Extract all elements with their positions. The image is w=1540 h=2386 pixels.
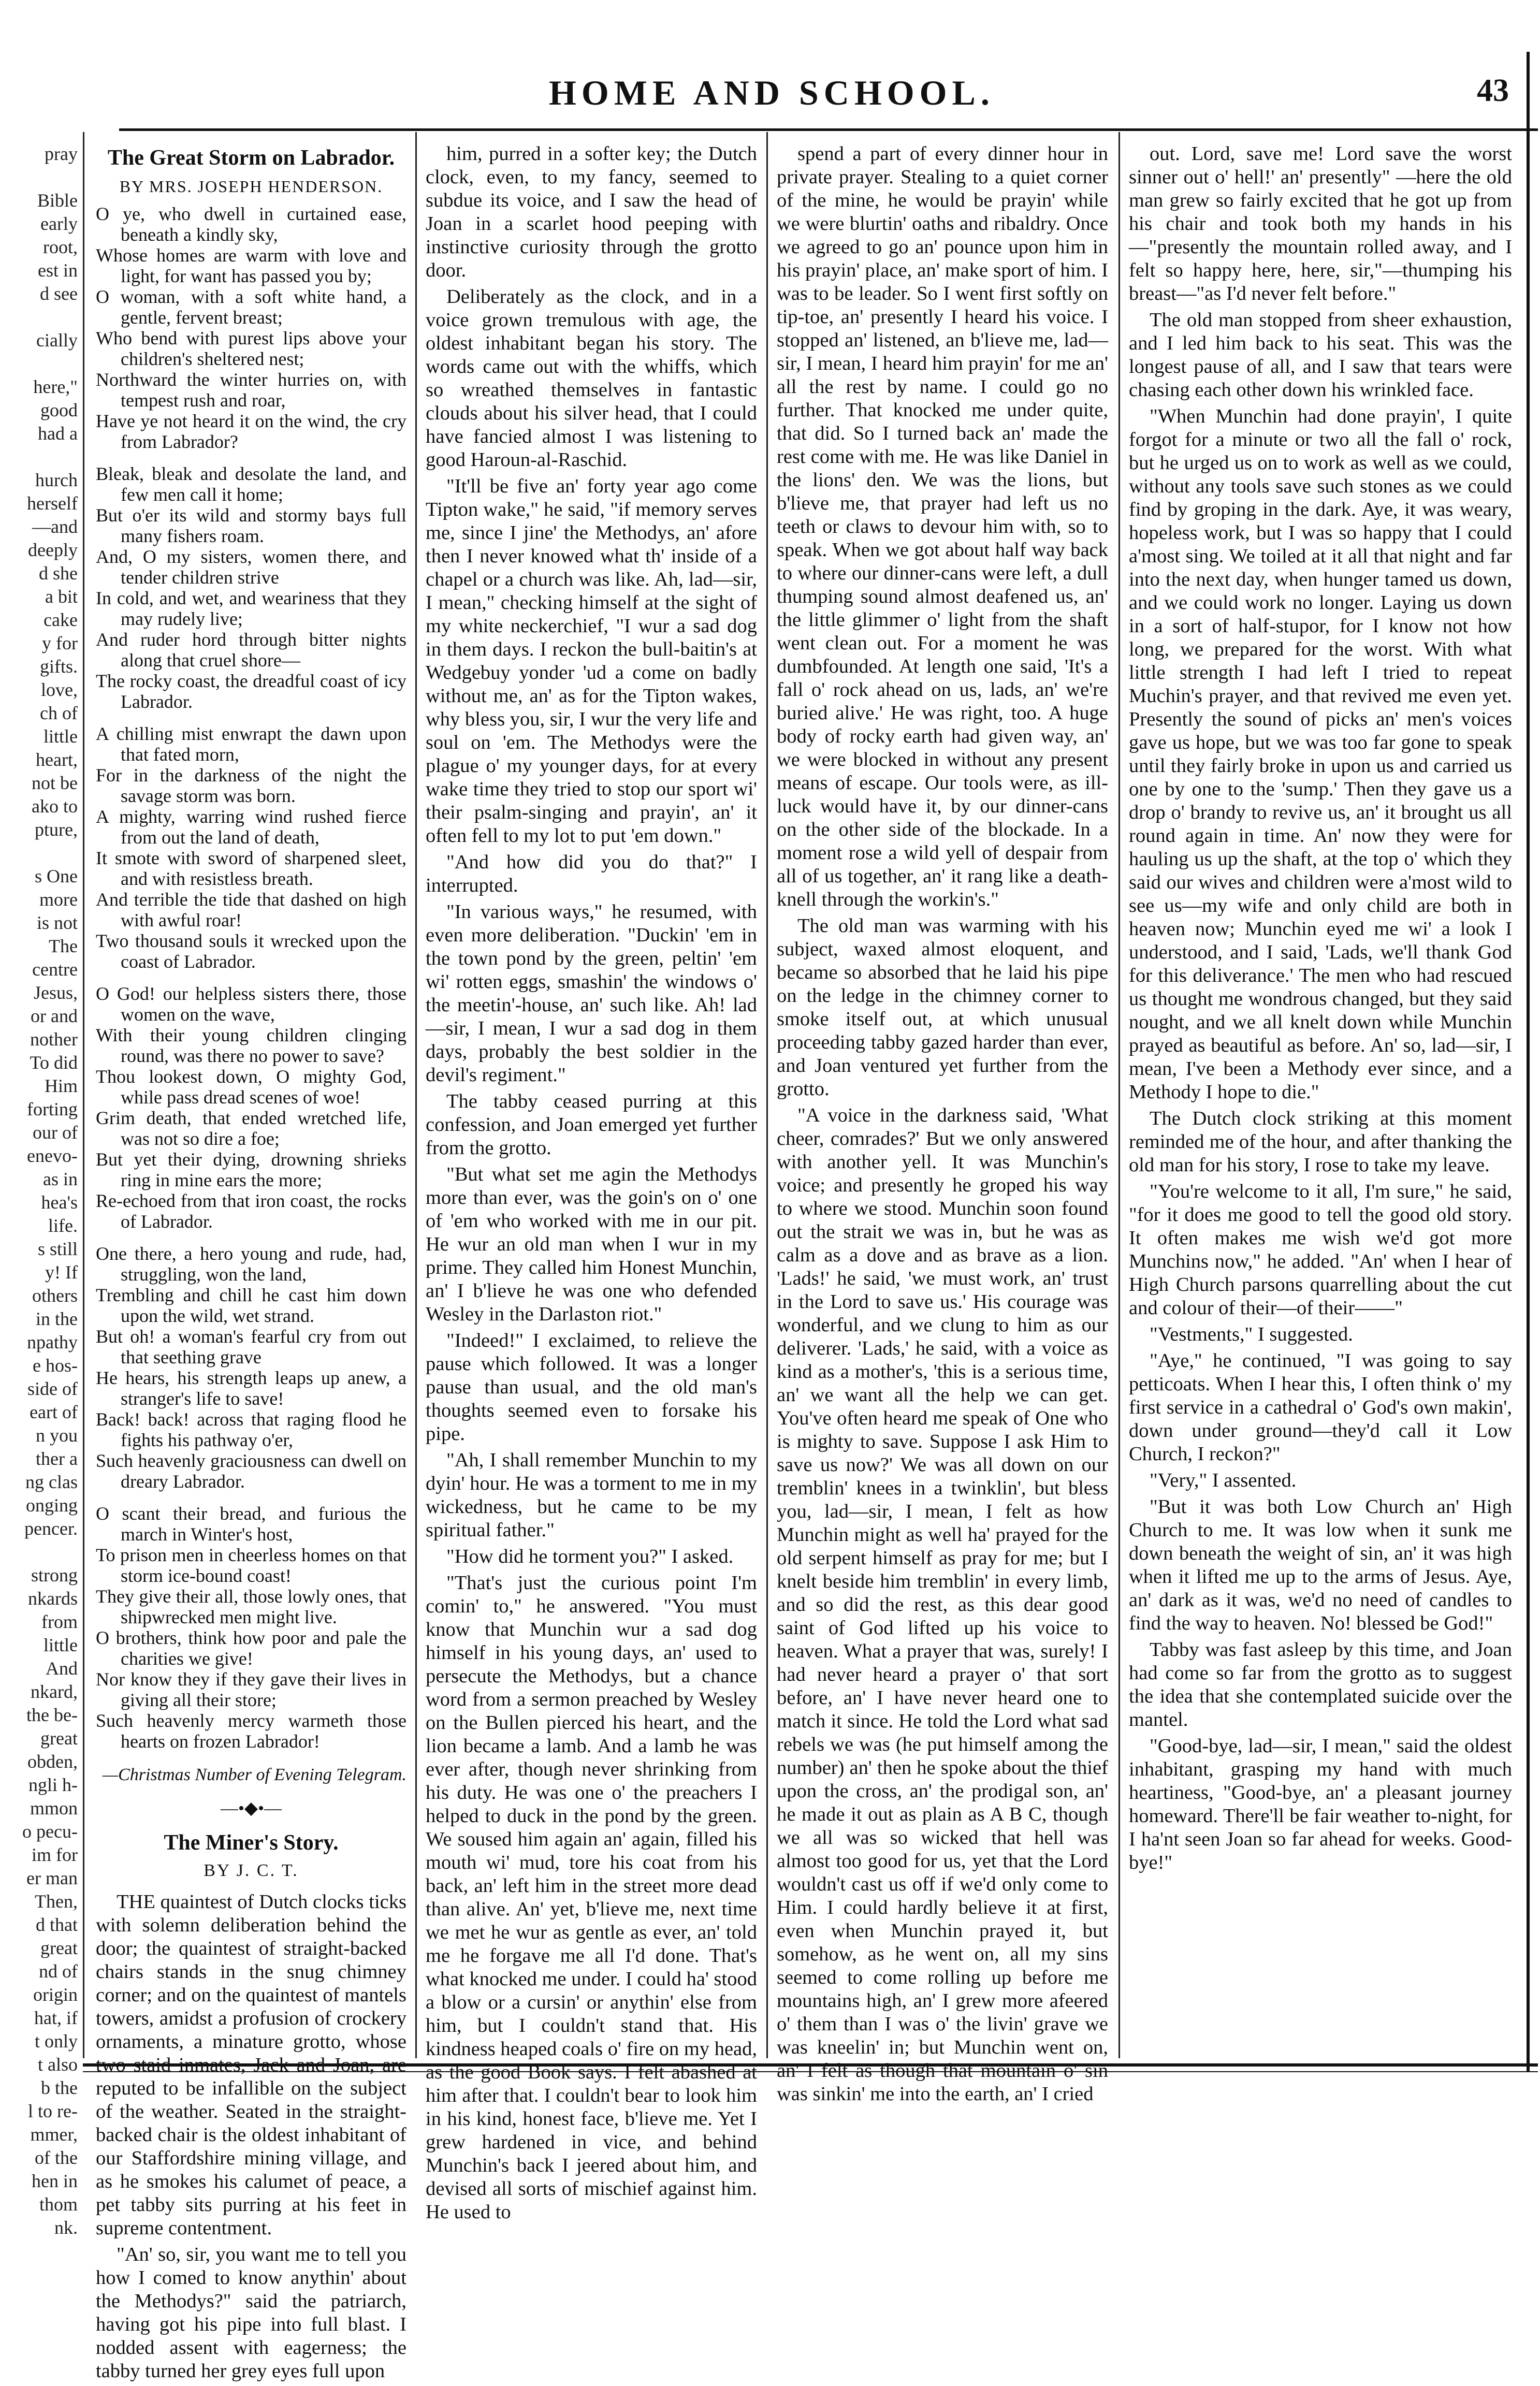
- fragment-line: im for: [32, 1844, 78, 1865]
- fragment-line: ng clas: [25, 1472, 78, 1492]
- poem-line: Northward the winter hurries on, with tempest rush and roar,: [96, 369, 406, 411]
- story-paragraph: "Very," I assented.: [1150, 1470, 1297, 1491]
- fragment-line: e hos-: [33, 1355, 78, 1376]
- fragment-line: hen in: [32, 2171, 78, 2191]
- fragment-line: onging: [25, 1495, 78, 1516]
- fragment-line: others: [32, 1285, 78, 1306]
- fragment-line: Bible: [37, 190, 78, 211]
- fragment-line: love,: [41, 679, 78, 700]
- story-paragraph: "How did he torment you?" I asked.: [446, 1546, 734, 1567]
- fragment-line: y for: [42, 633, 78, 653]
- poem-line: Two thousand souls it wrecked upon the coast of Labrador.: [96, 930, 406, 972]
- fragment-line: er man: [26, 1868, 78, 1888]
- story-byline: BY J. C. T.: [204, 1861, 299, 1880]
- fragment-line: little: [43, 726, 78, 747]
- poem-line: And ruder hord through bitter nights along that cruel shore—: [96, 629, 406, 671]
- page-title: HOME AND SCHOOL.: [549, 73, 995, 112]
- poem-line: But yet their dying, drowning shrieks ring in mine ears the more;: [96, 1149, 406, 1190]
- story-paragraph: "That's just the curious point I'm comin' to," he answered. "You must know that Munchin wur a sad dog himself in his young days, an' used to persecute the Methodys, but a chance word from a sermon preached by Wesley on the Bullen pierced his heart, and the lion became a lamb. And a lamb he was ever after, though never shrinking from his duty. He was one o' the preachers I helped to duck in the pond by the green. We soused him again an' again, filled his mouth wi' mud, tore his coat from his back, an' left him in the street more dead than alive. An' yet, b'lieve me, next time we met he wur as gentle as ever, an' told me he forgave me all I'd done. That's what knocked me under. I could ha' stood a blow or a cursin' or anythin' else from him, but I couldn't stand that. His kindness heaped coals o' fire on my head, as the good Book says. I felt abashed at him after that. I couldn't bear to look him in his kind, honest face, b'lieve me. Yet I grew hardened in vice, and behind Munchin's back I jeered about him, and devised all sorts of mischief against him. He used to: [426, 1572, 757, 2223]
- fragment-line: hurch: [35, 470, 78, 490]
- poem-line: Have ye not heard it on the wind, the cry from Labrador?: [96, 411, 406, 452]
- poem-line: And terrible the tide that dashed on high with awful roar!: [96, 889, 406, 930]
- story-paragraph: "Ah, I shall remember Munchin to my dyin' hour. He was a torment to me in my wickedness, but he came to be my spiritual father.": [426, 1449, 757, 1541]
- fragment-line: d see: [40, 283, 78, 304]
- poem-line: One there, a hero young and rude, had, struggling, won the land,: [96, 1243, 406, 1285]
- story-paragraph: THE quaintest of Dutch clocks ticks with solemn deliberation behind the door; the quaintest of straight-backed chairs stands in the snug chimney corner; and on the quaintest of mantels towers, amidst a profusion of crockery ornaments, a minature grotto, whose two staid inmates, Jack and Joan, are reputed to be infallible on the subject of the weather. Seated in the straight-backed chair is the oldest inhabitant of our Staffordshire mining village, and as he smokes his calumet of peace, a pet tabby sits purring at his feet in supreme contentment.: [96, 1891, 406, 2239]
- fragment-line: o pecu-: [22, 1821, 78, 1842]
- poem-stanza: [96, 723, 406, 972]
- poem-line: O brothers, think how poor and pale the charities we give!: [96, 1627, 406, 1669]
- fragment-line: —and: [32, 516, 78, 537]
- poem-line: To prison men in cheerless homes on that storm ice-bound coast!: [96, 1545, 406, 1586]
- poem-line: In cold, and wet, and weariness that they may rudely live;: [96, 588, 406, 629]
- fragment-line: ako to: [32, 796, 78, 817]
- fragment-line: nother: [30, 1029, 78, 1050]
- fragment-line: pray: [45, 143, 78, 164]
- column-4: [1129, 142, 1512, 1878]
- fragment-line: n you: [36, 1425, 78, 1446]
- fragment-line: thom: [39, 2194, 78, 2215]
- fragment-line: heart,: [36, 749, 78, 770]
- column-rule: [766, 132, 768, 2058]
- fragment-line: [0, 841, 78, 865]
- fragment-line: The: [49, 936, 78, 956]
- fragment-line: [0, 1540, 78, 1564]
- story-paragraph: "But it was both Low Church an' High Church to me. It was low when it sunk me down beneath the weight of sin, an' it was high when it lifted me up to the arms of Jesus. Aye, an' dark as it was, we'd no need of candles to find the way to heaven. No! blessed be God!": [1129, 1496, 1512, 1634]
- story-paragraph: "You're welcome to it all, I'm sure," he said, "for it does me good to tell the good old story. It often makes me wish we'd got more Munchins now," he added. "An' when I hear of High Church parsons quarrelling about the cut and colour of their—of their——": [1129, 1181, 1512, 1319]
- story-paragraph: "And how did you do that?" I interrupted.: [426, 851, 757, 896]
- header-rule: [119, 128, 1538, 131]
- column-2: [426, 142, 757, 2227]
- fragment-line: npathy: [27, 1332, 78, 1352]
- page-number: 43: [1477, 73, 1509, 108]
- fragment-line: our of: [33, 1122, 78, 1143]
- poem-line: Nor know they if they gave their lives in giving all their store;: [96, 1669, 406, 1710]
- fragment-line: gifts.: [39, 656, 78, 677]
- fragment-line: deeply: [28, 540, 78, 560]
- poem-line: For in the darkness of the night the savage storm was born.: [96, 765, 406, 806]
- story-column-1: [96, 1890, 406, 2383]
- poem-credit: —Christmas Number of Evening Telegram.: [102, 1765, 406, 1784]
- poem-byline: BY MRS. JOSEPH HENDERSON.: [119, 177, 383, 196]
- fragment-line: eart of: [30, 1402, 78, 1422]
- fragment-line: obden,: [27, 1751, 78, 1772]
- fragment-line: [0, 166, 78, 189]
- fragment-line: from: [41, 1611, 78, 1632]
- fragment-line: d she: [39, 563, 78, 584]
- fragment-line: nkards: [28, 1588, 78, 1609]
- fragment-line: of the: [35, 2147, 78, 2168]
- right-border: [1527, 52, 1530, 2071]
- poem-stanza: [96, 1503, 406, 1752]
- column-rule: [1118, 132, 1120, 2058]
- column-1: [96, 142, 406, 2386]
- fragment-line: strong: [31, 1565, 78, 1585]
- story-paragraph: out. Lord, save me! Lord save the worst sinner out o' hell!' an' presently" —here the old man grew so fairly excited that he got up from his chair and took both my hands in his—"presently the mountain rolled away, and I felt so happy here, here, sir,"—thumping his breast—"as I'd never felt before.": [1129, 143, 1512, 304]
- fragment-line: had a: [38, 423, 78, 444]
- story-title: The Miner's Story.: [164, 1831, 339, 1855]
- fragment-line: pencer.: [24, 1518, 78, 1539]
- adjacent-page-fragment: [0, 142, 83, 2238]
- poem-line: With their young children clinging round, was there no power to save?: [96, 1025, 406, 1066]
- fragment-line: enevo-: [27, 1145, 78, 1166]
- poem-stanza: [96, 983, 406, 1232]
- fragment-line: cake: [43, 609, 78, 630]
- poem-line: Such heavenly mercy warmeth those hearts on frozen Labrador!: [96, 1710, 406, 1752]
- fragment-line: [0, 352, 78, 375]
- fragment-line: life.: [48, 1215, 78, 1236]
- fragment-line: good: [40, 400, 78, 420]
- poem-line: A mighty, warring wind rushed fierce from out the land of death,: [96, 806, 406, 848]
- fragment-line: nkard,: [31, 1681, 78, 1702]
- fragment-line: ngli h-: [28, 1774, 78, 1795]
- poem-line: O God! our helpless sisters there, those women on the wave,: [96, 983, 406, 1025]
- poem-line: He hears, his strength leaps up anew, a stranger's life to save!: [96, 1367, 406, 1409]
- poem-line: Grim death, that ended wretched life, was not so dire a foe;: [96, 1108, 406, 1149]
- fragment-line: Jesus,: [33, 982, 78, 1003]
- story-paragraph: The Dutch clock striking at this moment reminded me of the hour, and after thanking the old man for his story, I rose to take my leave.: [1129, 1108, 1512, 1176]
- fragment-line: origin: [33, 1984, 78, 2005]
- page-header: [0, 72, 1540, 124]
- fragment-line: pture,: [35, 819, 78, 840]
- poem-line: Re-echoed from that iron coast, the rocks of Labrador.: [96, 1190, 406, 1232]
- fragment-line: more: [39, 889, 78, 910]
- fragment-line: mmer,: [30, 2124, 78, 2145]
- fragment-line: To did: [30, 1052, 78, 1073]
- fragment-line: y! If: [45, 1262, 78, 1283]
- fragment-line: side of: [27, 1378, 78, 1399]
- fragment-line: nk.: [54, 2217, 78, 2238]
- story-paragraph: him, purred in a softer key; the Dutch clock, even, to my fancy, seemed to subdue its voice, and I saw the head of Joan in a scarlet hood peeping with instinctive curiosity through the grotto door.: [426, 143, 757, 281]
- fragment-line: [0, 305, 78, 329]
- story-paragraph: "In various ways," he resumed, with even more deliberation. "Duckin' 'em in the town pond by the green, peltin' 'em wi' rotten eggs, smashin' the windows o' the meetin'-house, an' such like. Ah! lad—sir, I mean, I wur a sad dog in them days, probably the best soldier in the devil's regiment.": [426, 901, 757, 1086]
- poem-line: O scant their bread, and furious the march in Winter's host,: [96, 1503, 406, 1545]
- poem-line: Whose homes are warm with love and light, for want has passed you by;: [96, 245, 406, 286]
- fragment-line: And: [46, 1658, 78, 1679]
- poem-line: Thou lookest down, O mighty God, while pass dread scenes of woe!: [96, 1066, 406, 1108]
- poem-line: They give their all, those lowly ones, that shipwrecked men might live.: [96, 1586, 406, 1627]
- story-paragraph: "But what set me agin the Methodys more than ever, was the goin's on o' one of 'em who worked with me in our pit. He wur an old man when I wur in my prime. They called him Honest Munchin, an' I b'lieve he was one who defended Wesley in the Darlaston riot.": [426, 1163, 757, 1325]
- story-paragraph: The tabby ceased purring at this confession, and Joan emerged yet further from the grotto.: [426, 1090, 757, 1159]
- fragment-line: nd of: [39, 1961, 78, 1982]
- fragment-line: ther a: [36, 1448, 78, 1469]
- story-paragraph: "A voice in the darkness said, 'What cheer, comrades?' But we only answered with another yell. It was Munchin's voice; and presently he groped his way to where we stood. Munchin soon found out the strait we was in, but he was as calm as a dove and as brave as a lion. 'Lads!' he said, 'we must work, an' trust in the Lord to save us.' His courage was wonderful, and we clung to him as our deliverer. 'Lads,' he said, with a voice as kind as a mother's, 'this is a serious time, an' we want all the help we can get. You've often heard me speak of One who is mighty to save. Suppose I ask Him to save us now?' We was all down on our tremblin' knees in a twinklin', but bless you, lad—sir, I mean, I felt as how Munchin might as well ha' prayed for the old serpent himself as pray for me; but I knelt beside him tremblin' in every limb, and so did the rest, as this dear good saint of God lifted up his voice to heaven. What a prayer that was, surely! I had never heard a prayer o' that sort before, an' I have never heard one to match it since. He told the Lord what sad rebels we was (he put himself among the number) an' then he spoke about the thief upon the cross, an' the prodigal son, an' he made it out as plain as A B C, though we all was so wicked that hell was almost too good for us, yet that the Lord wouldn't cast us off if we'd only come to Him. I could hardly believe it at first, even when Munchin prayed it, but somehow, as he went on, all my sins seemed to come rolling up before me mountains high, an' I grew more afeered o' them than I was o' the livin' grave we was kneelin' in; but Munchin went on, an' I felt as though that mountain o' sin was sinkin' me into the earth, an' I cried: [777, 1104, 1108, 2105]
- section-ornament: —•◆•—: [221, 1799, 282, 1818]
- poem-stanza: [96, 203, 406, 452]
- poem-stanza: [96, 1243, 406, 1492]
- fragment-line: herself: [27, 493, 78, 514]
- story-paragraph: Tabby was fast asleep by this time, and Joan had come so far from the grotto as to suggest the idea that she contemplated suicide over the mantel.: [1129, 1639, 1512, 1730]
- fragment-line: not be: [32, 773, 78, 793]
- poem-line: O woman, with a soft white hand, a gentle, fervent breast;: [96, 286, 406, 328]
- column-rule: [83, 132, 84, 2058]
- fragment-line: centre: [32, 959, 78, 980]
- fragment-line: early: [40, 213, 78, 234]
- fragment-line: little: [43, 1635, 78, 1655]
- fragment-line: hea's: [41, 1192, 78, 1213]
- story-paragraph: "Vestments," I suggested.: [1150, 1323, 1353, 1345]
- story-paragraph: "Aye," he continued, "I was going to say petticoats. When I hear this, I often think o' my first service in a cathedral o' God's own makin', down under ground—they'd call it Low Church, I reckon?": [1129, 1350, 1512, 1465]
- story-paragraph: The old man stopped from sheer exhaustion, and I led him back to his seat. This was the longest pause of all, and I saw that tears were chasing each other down his wrinkled face.: [1129, 309, 1512, 401]
- fragment-line: hat, if: [34, 2007, 78, 2028]
- fragment-line: ch of: [40, 703, 78, 723]
- poem-line: The rocky coast, the dreadful coast of icy Labrador.: [96, 671, 406, 712]
- fragment-line: s still: [37, 1239, 78, 1259]
- poem-line: A chilling mist enwrapt the dawn upon that fated morn,: [96, 723, 406, 765]
- fragment-line: or and: [31, 1006, 78, 1026]
- fragment-line: est in: [38, 260, 78, 281]
- poem-line: It smote with sword of sharpened sleet, and with resistless breath.: [96, 848, 406, 889]
- column-rule: [415, 132, 417, 2058]
- fragment-line: here,": [33, 376, 78, 397]
- fragment-line: the be-: [26, 1705, 78, 1725]
- poem-line: Trembling and chill he cast him down upon the wild, wet strand.: [96, 1285, 406, 1326]
- fragment-line: l to re-: [28, 2101, 78, 2121]
- poem-line: And, O my sisters, women there, and tender children strive: [96, 546, 406, 588]
- poem-body: [96, 203, 406, 1752]
- poem-line: O ye, who dwell in curtained ease, beneath a kindly sky,: [96, 203, 406, 245]
- story-paragraph: Deliberately as the clock, and in a voice grown tremulous with age, the oldest inhabitant began his story. The words came out with the whiffs, which so wreathed themselves in fantastic clouds about his silver head, that I could have fancied almost I was listening to good Haroun-al-Raschid.: [426, 286, 757, 471]
- story-paragraph: The old man was warming with his subject, waxed almost eloquent, and became so absorbed that he laid his pipe on the ledge in the chimney corner to smoke itself out, at which unusual proceeding tabby gazed harder than ever, and Joan ventured yet further from the grotto.: [777, 915, 1108, 1100]
- fragment-line: t only: [34, 2031, 78, 2052]
- poem-line: Bleak, bleak and desolate the land, and few men call it home;: [96, 463, 406, 505]
- fragment-line: as in: [43, 1169, 78, 1189]
- fragment-line: great: [40, 1728, 78, 1749]
- poem-title: The Great Storm on Labrador.: [107, 146, 395, 170]
- fragment-line: t also: [38, 2054, 78, 2075]
- story-paragraph: "An' so, sir, you want me to tell you how I comed to know anythin' about the Methodys?" said the patriarch, having got his pipe into full blast. I nodded assent with eagerness; the tabby turned her grey eyes full upon: [96, 2244, 406, 2382]
- poem-line: But oh! a woman's fearful cry from out that seething grave: [96, 1326, 406, 1367]
- fragment-line: Then,: [35, 1891, 78, 1912]
- fragment-line: cially: [36, 330, 78, 351]
- fragment-line: Him: [44, 1075, 78, 1096]
- story-column-2: [426, 142, 757, 2224]
- story-column-3: [777, 142, 1108, 2106]
- fragment-line: d that: [36, 1914, 78, 1935]
- story-paragraph: spend a part of every dinner hour in private prayer. Stealing to a quiet corner of the mine, he would be prayin' while we were blurtin' oaths and ribaldry. Once we agreed to go an' pounce upon him in his prayin' place, an' make sport of him. I was to be leader. So I went first softly on tip-toe, an' presently I heard his voice. I stopped an' listened, an b'lieve me, lad—sir, I mean, I heard him prayin' for me an' all the rest by name. I could go no further. That knocked me under quite, that did. So I turned back an' made the rest come with me. He was like Daniel in the lions' den. We was the lions, but b'lieve me, that prayer had left us no teeth or claws to devour him with, so to speak. When we got about half way back to where our dinner-cans were left, a dull thumping sound almost deafened us, an' the little glimmer o' light from the shaft went clean out. For a moment he was dumbfounded. At length one said, 'It's a fall o' rock ahead on us, lads, an' we're buried alive.' He was right, too. A huge body of rocky earth had given way, an' we were blocked in without any present means of escape. Our tools were, as ill-luck would have it, by our dinner-cans on the other side of the blockade. In a moment rose a wild yell of despair from all of us together, an' it rang like a death-knell through the workin's.": [777, 143, 1108, 910]
- fragment-line: b the: [41, 2077, 78, 2098]
- story-column-4: [1129, 142, 1512, 1874]
- fragment-line: a bit: [45, 586, 78, 607]
- fragment-line: root,: [43, 237, 78, 257]
- fragment-line: is not: [36, 912, 78, 933]
- poem-line: Back! back! across that raging flood he fights his pathway o'er,: [96, 1409, 406, 1450]
- poem-line: Such heavenly graciousness can dwell on dreary Labrador.: [96, 1450, 406, 1492]
- fragment-line: [0, 445, 78, 469]
- poem-line: But o'er its wild and stormy bays full many fishers roam.: [96, 505, 406, 546]
- story-paragraph: "It'll be five an' forty year ago come Tipton wake," he said, "if memory serves me, since I jine' the Methodys, an' afore then I never knowed what th' inside of a chapel or a church was like. Ah, lad—sir, I mean," checking himself at the sight of my white neckerchief, "I wur a sad dog in them days. I reckon the bull-baitin's at Wedgebuy yonder 'ud a come on badly without me, an' as for the Tipton wakes, why bless you, sir, I wur the very life and soul on 'em. The Methodys were the plague o' my younger days, for at every wake time they tried to stop our sport wi' their psalm-singing and prayin', an' it often fell to my lot to put 'em down.": [426, 475, 757, 847]
- poem-stanza: [96, 463, 406, 712]
- column-3: [777, 142, 1108, 2109]
- fragment-line: s One: [35, 866, 78, 886]
- story-paragraph: "Indeed!" I exclaimed, to relieve the pause which followed. It was a longer pause than usual, and the old man's thoughts seemed even to forsake his pipe.: [426, 1330, 757, 1445]
- story-paragraph: "When Munchin had done prayin', I quite forgot for a minute or two all the fall o' rock, but he urged us on to work as well as we could, without any tools save such stones as we could find by groping in the dark. Aye, it was weary, hopeless work, but I was so happy that I could a'most sing. We toiled at it all that night and far into the next day, when hunger tamed us down, and we could work no longer. Laying us down in a sort of half-stupor, for I know not how long, we prepared for the worst. With what little strength I had left I tried to repeat Muchin's prayer, and that revived me even yet. Presently the sound of picks an' men's voices gave us hope, but we was too far gone to speak until they fairly broke in upon us and carried us one by one to the 'sump.' Then they gave us a drop o' brandy to revive us, an' it brought us all round again in time. An' now they were for hauling us up the shaft, at the top o' which they said our wives and children were a'most wild to see us—my wife and only child are both in heaven now; Munchin eyed me wi' a look I understood, and I said, 'Lads, we'll thank God for this deliverance.' The men who had rescued us thought me wondrous changed, but they said nought, and we all knelt down while Munchin prayed as beautiful as before. An' so, lad—sir, I mean, I've been a Methody ever since, and a Methody I hope to die.": [1129, 405, 1512, 1103]
- fragment-line: in the: [36, 1308, 78, 1329]
- fragment-line: forting: [27, 1099, 78, 1119]
- poem-line: Who bend with purest lips above your children's sheltered nest;: [96, 328, 406, 369]
- story-paragraph: "Good-bye, lad—sir, I mean," said the oldest inhabitant, grasping my hand with much heartiness, "Good-bye, an' a pleasant journey homeward. There'll be fair weather to-night, for I ha'nt seen Joan so far ahead for weeks. Good-bye!": [1129, 1735, 1512, 1873]
- fragment-line: great: [40, 1938, 78, 1958]
- fragment-line: mmon: [30, 1798, 78, 1818]
